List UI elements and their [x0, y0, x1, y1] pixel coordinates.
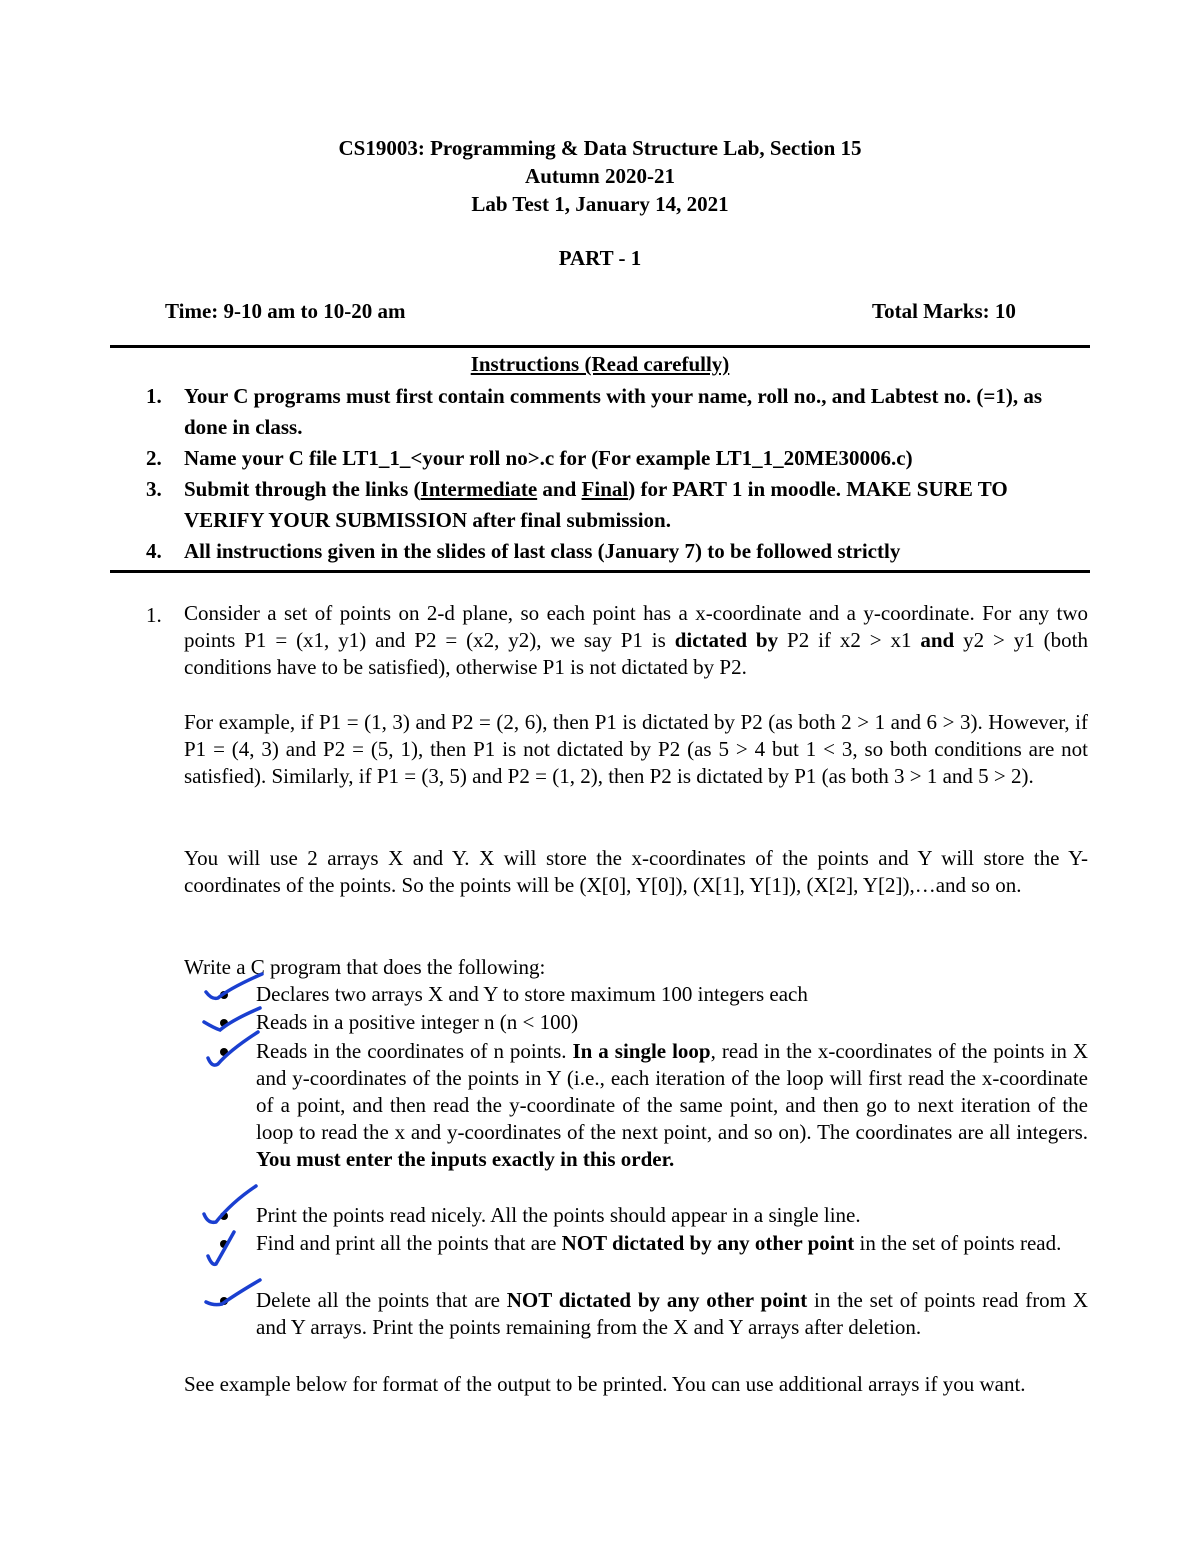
instruction-number: 3.	[146, 477, 162, 501]
instruction-text: ) for PART 1 in moodle. MAKE SURE TO VERIFY YOUR SUBMISSION after final submission.	[184, 477, 1008, 532]
instruction-item: All instructions given in the slides of last class (January 7) to be followed strictly	[184, 539, 901, 563]
instruction-item: Name your C file LT1_1_<your roll no>.c for (For example LT1_1_20ME30006.c)	[184, 446, 913, 470]
part-label: PART - 1	[558, 246, 642, 270]
instructions-title: Instructions (Read carefully)	[470, 352, 730, 376]
closing-paragraph: See example below for format of the output to be printed. You can use additional arrays if you want.	[184, 1372, 1026, 1396]
time-label: Time: 9-10 am to 10-20 am	[165, 299, 406, 323]
task-intro: Write a C program that does the following:	[184, 955, 546, 979]
final-link[interactable]: Final	[581, 477, 629, 501]
bottom-divider	[110, 570, 1090, 573]
checkmark-icon	[200, 1276, 270, 1316]
instruction-number: 1.	[146, 384, 162, 408]
arrays-paragraph: You will use 2 arrays X and Y. X will store the x-coordinates of the points and Y will store the Y-coordinates of the points. So the points will be (X[0], Y[0]), (X[1], Y[1]), (X[2], Y[2]),…and so on.	[184, 846, 1088, 897]
top-divider	[110, 345, 1090, 348]
instruction-text: and	[537, 477, 582, 501]
checkmark-icon	[200, 1028, 270, 1072]
instruction-item	[184, 474, 1090, 536]
checkmark-icon	[198, 1182, 268, 1232]
term: Autumn 2020-21	[525, 164, 675, 188]
instruction-text: Submit through the links (	[184, 477, 421, 501]
instruction-number: 4.	[146, 539, 162, 563]
question-number: 1.	[146, 603, 162, 627]
question-paragraph: Consider a set of points on 2-d plane, so each point has a x-coordinate and a y-coordinate. For any two points P1 = (x1, y1) and P2 = (x2, y2), we say P1 is dictated by P2 if x2 > x1 and y2 > y1 (both conditions have to be satisfied), otherwise P1 is not dictated by P2.	[184, 601, 1089, 679]
test-title: Lab Test 1, January 14, 2021	[471, 192, 729, 216]
marks-label: Total Marks: 10	[872, 299, 1016, 323]
checkmark-icon	[200, 1228, 250, 1274]
instruction-number: 2.	[146, 446, 162, 470]
intermediate-link[interactable]: Intermediate	[420, 477, 538, 501]
instruction-item: Your C programs must first contain comments with your name, roll no., and Labtest no. (=1), as done in class.	[184, 384, 1043, 439]
example-paragraph: For example, if P1 = (1, 3) and P2 = (2, 6), then P1 is dictated by P2 (as both 2 > 1 and 6 > 3). However, if P1 = (4, 3) and P2 = (5, 1), then P1 is not dictated by P2 (as 5 > 4 but 1 < 3, so both conditions are not satisfied). Similarly, if P1 = (3, 5) and P2 = (1, 2), then P2 is dictated by P1 (as both 3 > 1 and 5 > 2).	[184, 710, 1088, 788]
bullet-item: Print the points read nicely. All the points should appear in a single line.	[256, 1203, 861, 1227]
course-title: CS19003: Programming & Data Structure Lab, Section 15	[338, 136, 862, 160]
bullet-item: Reads in the coordinates of n points. In a single loop, read in the x-coordinates of the points in X and y-coordinates of the points in Y (i.e., each iteration of the loop will first read the x-coordinate of a point, and then read the y-coordinate of the same point, and then go to next iteration of the loop to read the x and y-coordinates of the next point, and so on). The coordinates are all integers. You must enter the inputs exactly in this order.	[256, 1039, 1088, 1171]
bullet-item: Declares two arrays X and Y to store maximum 100 integers each	[256, 982, 808, 1006]
bullet-item: Delete all the points that are NOT dictated by any other point in the set of points read from X and Y arrays. Print the points remaining from the X and Y arrays after deletion.	[256, 1288, 1088, 1339]
bullet-item: Find and print all the points that are NOT dictated by any other point in the set of points read.	[256, 1231, 1062, 1255]
bullet-item: Reads in a positive integer n (n < 100)	[256, 1010, 579, 1034]
